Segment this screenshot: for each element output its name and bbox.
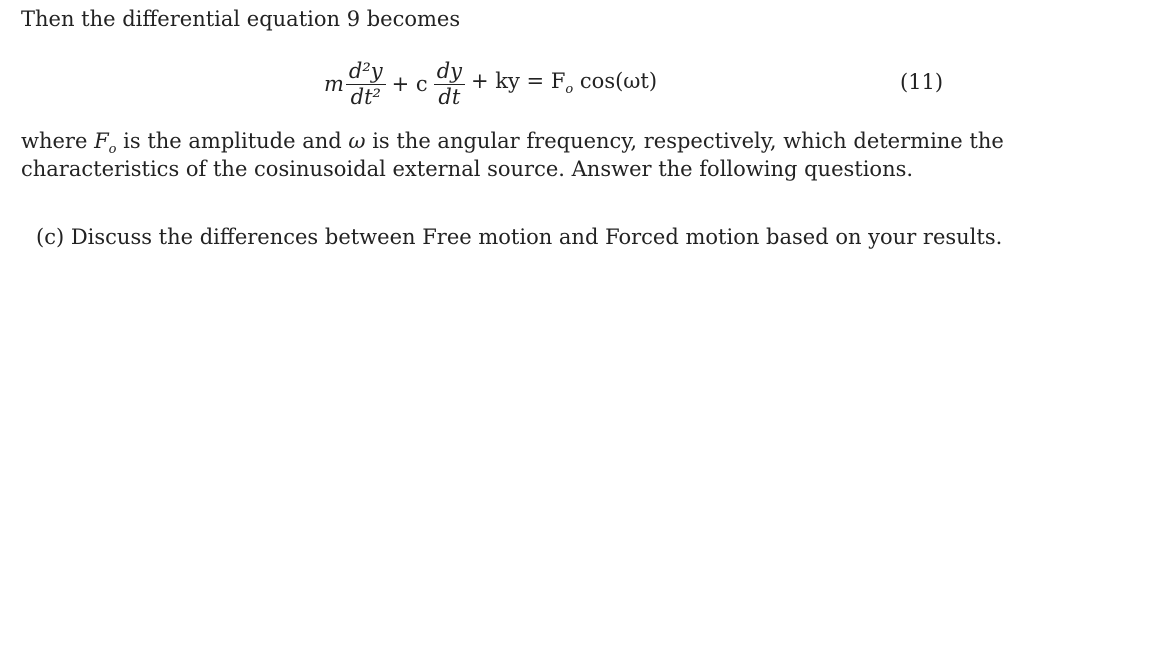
body1-F-subscript: o (108, 142, 117, 158)
body1-F: F (94, 129, 109, 153)
body1-c: is the angular frequency, respectively, which determine the (365, 129, 1004, 153)
eq-frac1-numerator: d²y (346, 61, 386, 85)
body1-b: is the amplitude and (116, 129, 349, 153)
eq-mass: m (324, 71, 344, 96)
eq-force-subscript: o (565, 82, 574, 98)
eq-frac1-denominator: dt² (350, 84, 381, 109)
eq-frac2-denominator: dt (438, 84, 461, 109)
question-c: (c) Discuss the differences between Free motion and Forced motion based on your results. (36, 225, 1003, 249)
body-line-2: characteristics of the cosinusoidal external source. Answer the following questions. (21, 157, 914, 181)
eq-stiffness-and-force: + ky = F (471, 69, 566, 94)
differential-equation (324, 54, 661, 114)
eq-rest (467, 71, 661, 96)
body1-a: where (21, 129, 95, 153)
eq-cos-term: cos(ωt) (573, 69, 658, 94)
intro-text: Then the differential equation 9 becomes (21, 7, 461, 31)
equation-number: (11) (900, 70, 944, 94)
eq-second-derivative (346, 58, 386, 109)
eq-damping-term: + c (391, 71, 428, 96)
eq-frac2-numerator: dy (434, 61, 465, 85)
body1-omega: ω (348, 129, 366, 153)
eq-first-derivative (434, 58, 465, 109)
